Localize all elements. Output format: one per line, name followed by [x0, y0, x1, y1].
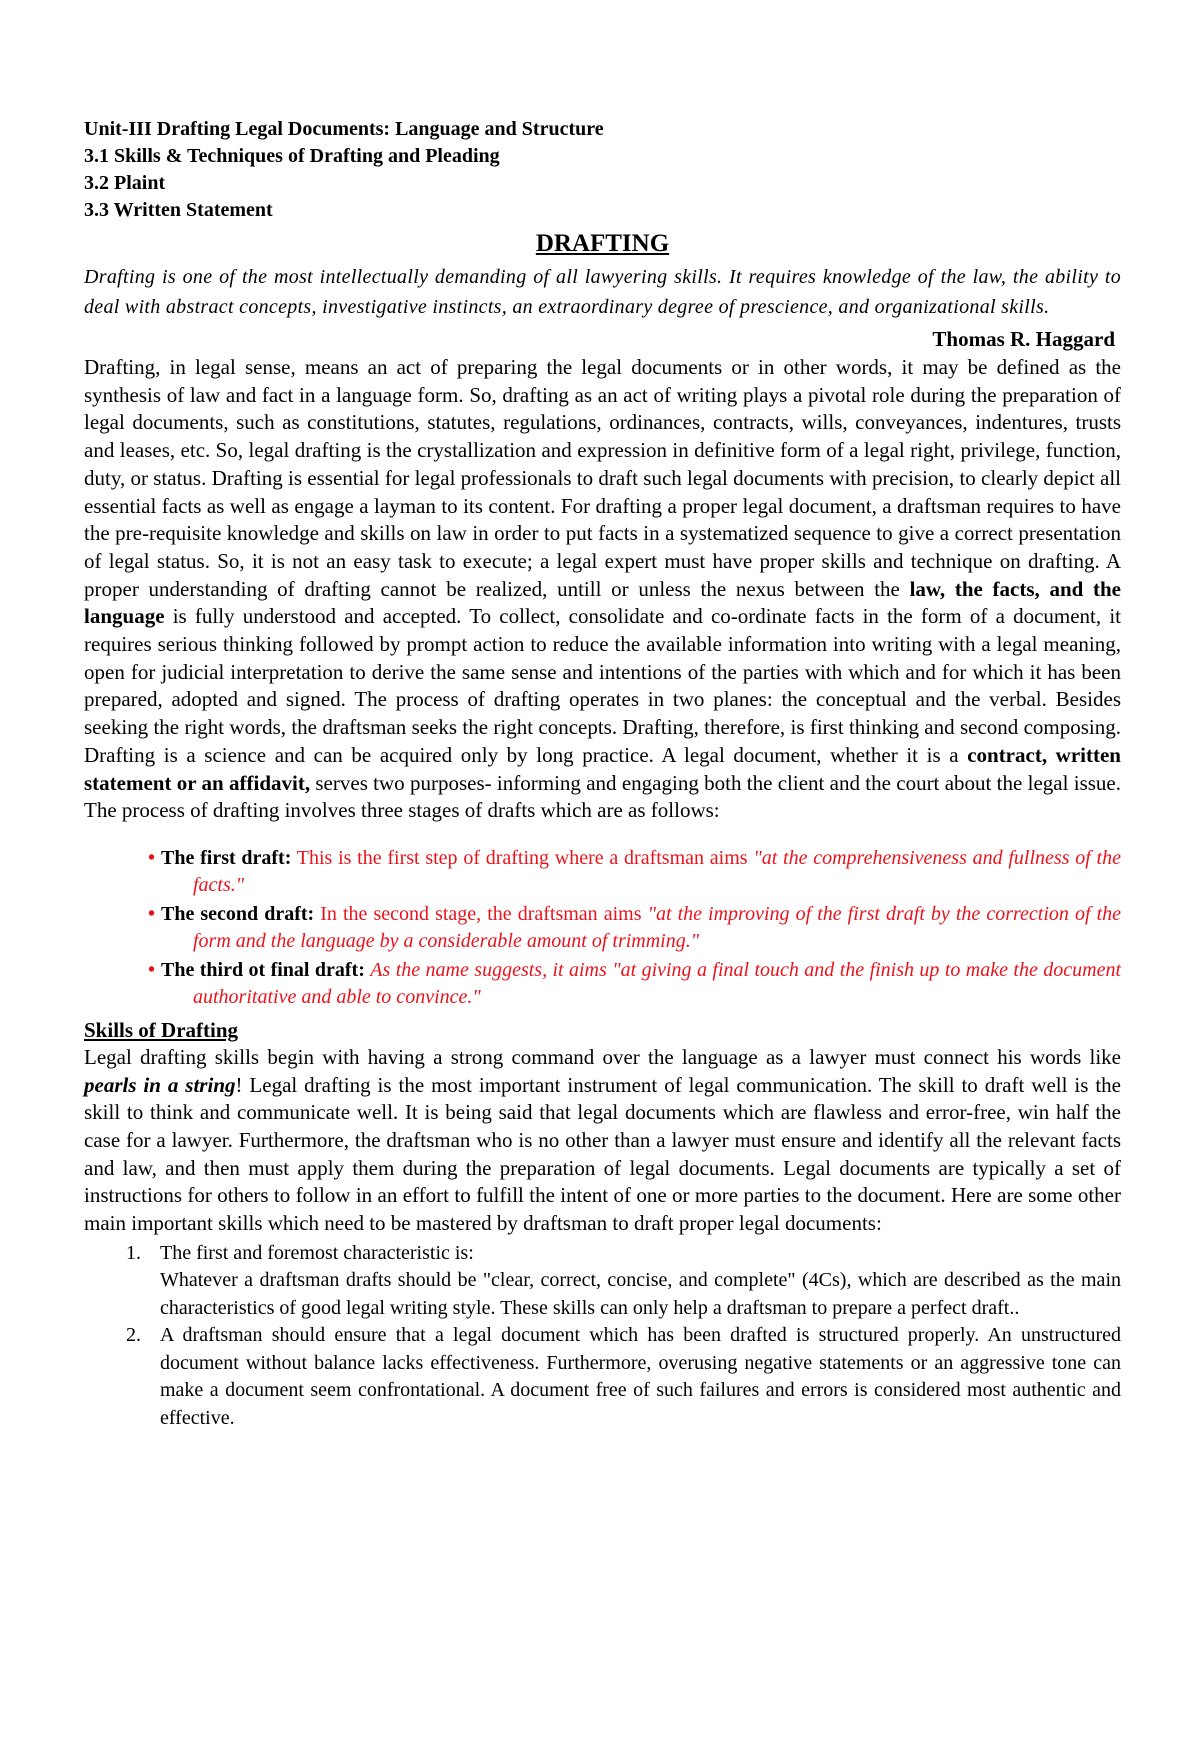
section-heading-3-3: 3.3 Written Statement: [84, 199, 273, 221]
quote-author: Thomas R. Haggard: [932, 327, 1115, 351]
intro-text-2: is fully understood and accepted. To collect, consolidate and co-ordinate facts in the form of a document, it requires serious thinking followed by prompt action to reduce the available information into writing with a legal meaning, open for judicial interpretation to derive the same sense and intentions of the parties with which and for which it has been prepared, adopted and signed. The process of drafting operates in two planes: the conceptual and the verbal. Besides seeking the right words, the draftsman seeks the right concepts. Drafting, therefore, is first thinking and second composing. Drafting is a science and can be acquired only by long practice. A legal document, whether it is a: [84, 604, 1121, 767]
draft-text: This is the first step of drafting where a draftsman aims: [291, 846, 754, 869]
draft-label: The third ot final draft:: [161, 958, 365, 981]
section-heading-3-2: 3.2 Plaint: [84, 172, 166, 194]
intro-text-1: Drafting, in legal sense, means an act of preparing the legal documents or in other words, it may be defined as the synthesis of law and fact in a language form. So, drafting as an act of writing plays a pivotal role during the preparation of legal documents, such as constitutions, statutes, regulations, ordinances, contracts, wills, conveyances, indentures, trusts and leases, etc. So, legal drafting is the crystallization and expression in definitive form of a legal right, privilege, function, duty, or status. Drafting is essential for legal professionals to draft such legal documents with precision, to clearly depict all essential facts as well as engage a layman to its content. For drafting a proper legal document, a draftsman requires to have the pre-requisite knowledge and skills on law in order to put facts in a systematized sequence to give a correct presentation of legal status. So, it is not an easy task to execute; a legal expert must have proper skills and technique on drafting. A proper understanding of drafting cannot be realized, untill or unless the nexus between the: [84, 355, 1121, 601]
list-item: [148, 957, 1122, 1012]
document-page: [84, 116, 1121, 1432]
page-title: DRAFTING: [535, 230, 670, 257]
draft-label: The first draft:: [161, 846, 292, 869]
list-item: [148, 845, 1121, 900]
intro-text-3: serves two purposes- informing and engaging both the client and the court about the legal issue. The process of drafting involves three stages of drafts which are as follows:: [84, 770, 1121, 823]
bullet-icon: •: [148, 902, 156, 925]
skills-bold-italic: pearls in a string: [84, 1072, 236, 1097]
intro-paragraph: [84, 354, 1121, 825]
item-body: Whatever a draftsman drafts should be "clear, correct, concise, and complete" (4Cs), which are described as the main characteristics of good legal writing style. These skills can only help a draftsman to prepare a perfect draft..: [160, 1269, 1121, 1319]
draft-stages-list: [84, 845, 1121, 1012]
draft-quote: As the name suggests, it aims "at giving a final touch and the finish up to make the document authoritative and able to convince.": [193, 958, 1122, 1009]
skills-text-1: Legal drafting skills begin with having a strong command over the language as a lawyer must connect his words like: [84, 1044, 1121, 1069]
draft-text: In the second stage, the draftsman aims: [314, 902, 648, 925]
draft-quote: "at the improving of the first draft by the correction of the form and the language by a considerable amount of trimming.": [193, 902, 1122, 953]
list-item: [84, 1240, 1121, 1323]
list-number: 1.: [126, 1241, 141, 1264]
epigraph-quote: Drafting is one of the most intellectually demanding of all lawyering skills. It requires knowledge of the law, the ability to deal with abstract concepts, investigative instincts, an extraordinary degree of prescience, and organizational skills.: [84, 266, 1121, 318]
list-item: [84, 1322, 1121, 1432]
skills-heading: Skills of Drafting: [84, 1017, 239, 1042]
section-heading-3-1: 3.1 Skills & Techniques of Drafting and Pleading: [84, 145, 500, 167]
item-body: A draftsman should ensure that a legal document which has been drafted is structured properly. An unstructured document without balance lacks effectiveness. Furthermore, overusing negative statements or an aggressive tone can make a document seem confrontational. A document free of such failures and errors is considered most authentic and effective.: [160, 1324, 1121, 1429]
skills-text-2: ! Legal drafting is the most important instrument of legal communication. The skill to draft well is the skill to think and communicate well. It is being said that legal documents which are flawless and error-free, win half the case for a lawyer. Furthermore, the draftsman who is no other than a lawyer must ensure and identify all the relevant facts and law, and then must apply them during the preparation of legal documents. Legal documents are typically a set of instructions for others to follow in an effort to fulfill the intent of one or more parties to the document. Here are some other main important skills which need to be mastered by draftsman to draft proper legal documents:: [84, 1072, 1121, 1236]
skills-numbered-list: [84, 1240, 1121, 1433]
skills-paragraph: [84, 1044, 1121, 1238]
bullet-icon: •: [148, 958, 156, 981]
unit-heading: Unit-III Drafting Legal Documents: Language and Structure: [84, 118, 604, 140]
list-number: 2.: [126, 1324, 141, 1347]
draft-quote: "at the comprehensiveness and fullness of the facts.": [193, 846, 1121, 897]
item-first-line: The first and foremost characteristic is:: [160, 1241, 474, 1264]
draft-label: The second draft:: [161, 902, 315, 925]
intro-bold-2: contract, written statement or an affidavit,: [84, 742, 1121, 795]
bullet-icon: •: [148, 846, 156, 869]
intro-bold-1: law, the facts, and the language: [84, 576, 1122, 629]
list-item: [148, 901, 1122, 956]
